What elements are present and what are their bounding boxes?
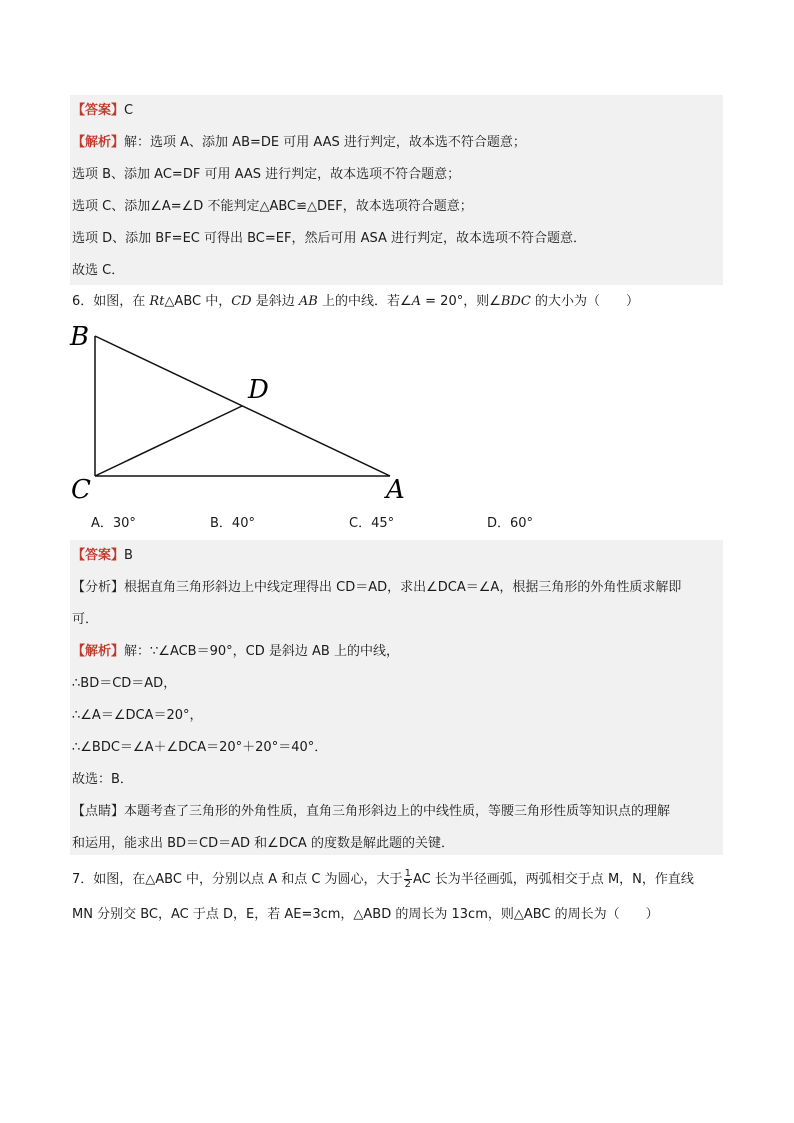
- fraction-denominator: 2: [404, 879, 411, 890]
- analysis-tag: 【解析】: [72, 644, 125, 659]
- label-d: D: [248, 375, 269, 405]
- q5-analysis-line: [72, 133, 526, 153]
- dianjing-tag: 【点睛】: [72, 804, 125, 819]
- q6-fenxi-line: [72, 578, 681, 598]
- question-text: 中，: [201, 294, 232, 309]
- question-text: 上的中线．若∠: [317, 294, 412, 309]
- question-text: AC 长为半径画弧，两弧相交于点 M，N，作直线: [412, 872, 694, 887]
- question-text: 7．如图，在△ABC 中，分别以点 A 和点 C 为圆心，大于: [72, 872, 403, 887]
- math-cd: CD: [231, 294, 252, 309]
- q6-dianjing-line2: 和运用，能求出 BD＝CD＝AD 和∠DCA 的度数是解此题的关键．: [72, 836, 454, 851]
- dianjing-text: 本题考查了三角形的外角性质，直角三角形斜边上的中线性质，等腰三角形性质等知识点的理解: [124, 804, 671, 819]
- q6-analysis-step: ∴BD＝CD＝AD，: [72, 676, 177, 691]
- q6-analysis-step: ∴∠A＝∠DCA＝20°，: [72, 708, 203, 723]
- option-b: B．40°: [210, 516, 255, 531]
- option-a: A．30°: [91, 516, 136, 531]
- q6-dianjing-line: [72, 802, 670, 822]
- label-c: C: [71, 475, 91, 505]
- triangle-figure: [60, 318, 420, 510]
- q6-answer-line: [72, 546, 133, 566]
- q6-fenxi-line2: 可．: [72, 612, 99, 627]
- question-text: = 20°，则∠: [421, 294, 501, 309]
- median-cd: [95, 406, 242, 476]
- math-ab: AB: [298, 294, 318, 309]
- q6-analysis-line: [72, 642, 399, 662]
- q6-analysis-step: ∴∠BDC＝∠A＋∠DCA＝20°＋20°＝40°．: [72, 740, 328, 755]
- q7-question-line1: [72, 868, 694, 892]
- fenxi-text: 根据直角三角形斜边上中线定理得出 CD＝AD，求出∠DCA＝∠A，根据三角形的外角性质求解即: [124, 580, 682, 595]
- label-a: A: [386, 475, 405, 505]
- fenxi-tag: 【分析】: [72, 580, 125, 595]
- answer-tag: 【答案】: [72, 103, 125, 118]
- q5-line: 故选 C．: [72, 263, 125, 278]
- q7-question-line2: MN 分别交 BC，AC 于点 D，E，若 AE=3cm，△ABD 的周长为 13cm，则△ABC 的周长为（ ）: [72, 907, 659, 922]
- analysis-tag: 【解析】: [72, 135, 125, 150]
- analysis-text: 解：∵∠ACB＝90°，CD 是斜边 AB 上的中线，: [124, 644, 399, 659]
- question-text: 的大小为（ ）: [530, 294, 639, 309]
- q5-line: 选项 D、添加 BF=EC 可得出 BC=EF，然后可用 ASA 进行判定，故本选项不符合题意．: [72, 231, 587, 246]
- q5-answer-block: [70, 95, 723, 285]
- fraction-half: [404, 869, 412, 890]
- answer-value: B: [124, 548, 133, 563]
- math-a: A: [411, 294, 422, 309]
- q5-line: 选项 C、添加∠A=∠D 不能判定△ABC≌△DEF，故本选项符合题意；: [72, 199, 473, 214]
- answer-value: C: [124, 103, 134, 118]
- question-text: 是斜边: [251, 294, 299, 309]
- math-triangle: △ABC: [164, 294, 202, 309]
- q6-analysis-step: 故选：B．: [72, 772, 133, 787]
- q5-line: 选项 B、添加 AC=DF 可用 AAS 进行判定，故本选项不符合题意；: [72, 167, 461, 182]
- math-rt: Rt: [149, 294, 165, 309]
- q5-answer-line: [72, 101, 133, 121]
- math-bdc: BDC: [500, 294, 531, 309]
- fraction-numerator: 1: [404, 868, 411, 879]
- label-b: B: [70, 322, 90, 352]
- analysis-text: 解：选项 A、添加 AB=DE 可用 AAS 进行判定，故本选不符合题意；: [124, 135, 526, 150]
- q6-question: [72, 292, 639, 312]
- option-c: C．45°: [349, 516, 395, 531]
- option-d: D．60°: [487, 516, 534, 531]
- answer-tag: 【答案】: [72, 548, 125, 563]
- question-text: 6．如图，在: [72, 294, 150, 309]
